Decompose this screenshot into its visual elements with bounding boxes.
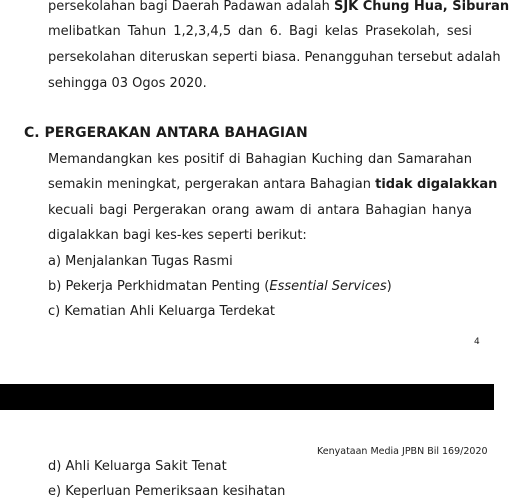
text-run: ) <box>386 279 392 294</box>
school-name: SJK Chung Hua, Siburan <box>333 0 509 14</box>
list-item-c: c) Kematian Ahli Keluarga Terdekat <box>48 304 276 319</box>
list-item-b <box>48 278 472 296</box>
page-separator <box>0 384 494 410</box>
emphasis-not-encouraged: tidak digalakkan <box>375 177 498 192</box>
text-run: semakin meningkat, pergerakan antara Bahagian <box>48 177 376 192</box>
paragraph-b-line-3: persekolahan diteruskan seperti biasa. Penangguhan tersebut adalah <box>48 50 501 65</box>
paragraph-c-line-4: digalakkan bagi kes-kes seperti berikut: <box>48 228 307 243</box>
text-run: b) Pekerja Perkhidmatan Penting ( <box>48 279 270 294</box>
page-header-reference: Kenyataan Media JPBN Bil 169/2020 <box>317 446 488 457</box>
list-item-d: d) Ahli Keluarga Sakit Tenat <box>48 459 227 474</box>
section-c-heading: C. PERGERAKAN ANTARA BAHAGIAN <box>24 125 308 141</box>
paragraph-b-line-1 <box>48 0 509 16</box>
paragraph-b-line-4: sehingga 03 Ogos 2020. <box>48 76 207 91</box>
essential-services-italic: Essential Services <box>269 279 387 294</box>
paragraph-c-line-2 <box>48 176 498 194</box>
paragraph-c-line-1: Memandangkan kes positif di Bahagian Kuching dan Samarahan <box>48 152 472 167</box>
list-item-a: a) Menjalankan Tugas Rasmi <box>48 254 233 269</box>
list-item-e: e) Keperluan Pemeriksaan kesihatan <box>48 484 286 499</box>
page-number: 4 <box>474 337 480 347</box>
paragraph-b-line-2: melibatkan Tahun 1,2,3,4,5 dan 6. Bagi kelas Prasekolah, sesi <box>48 24 472 39</box>
paragraph-c-line-3: kecuali bagi Pergerakan orang awam di antara Bahagian hanya <box>48 203 472 218</box>
text-run: persekolahan bagi Daerah Padawan adalah <box>48 0 334 14</box>
